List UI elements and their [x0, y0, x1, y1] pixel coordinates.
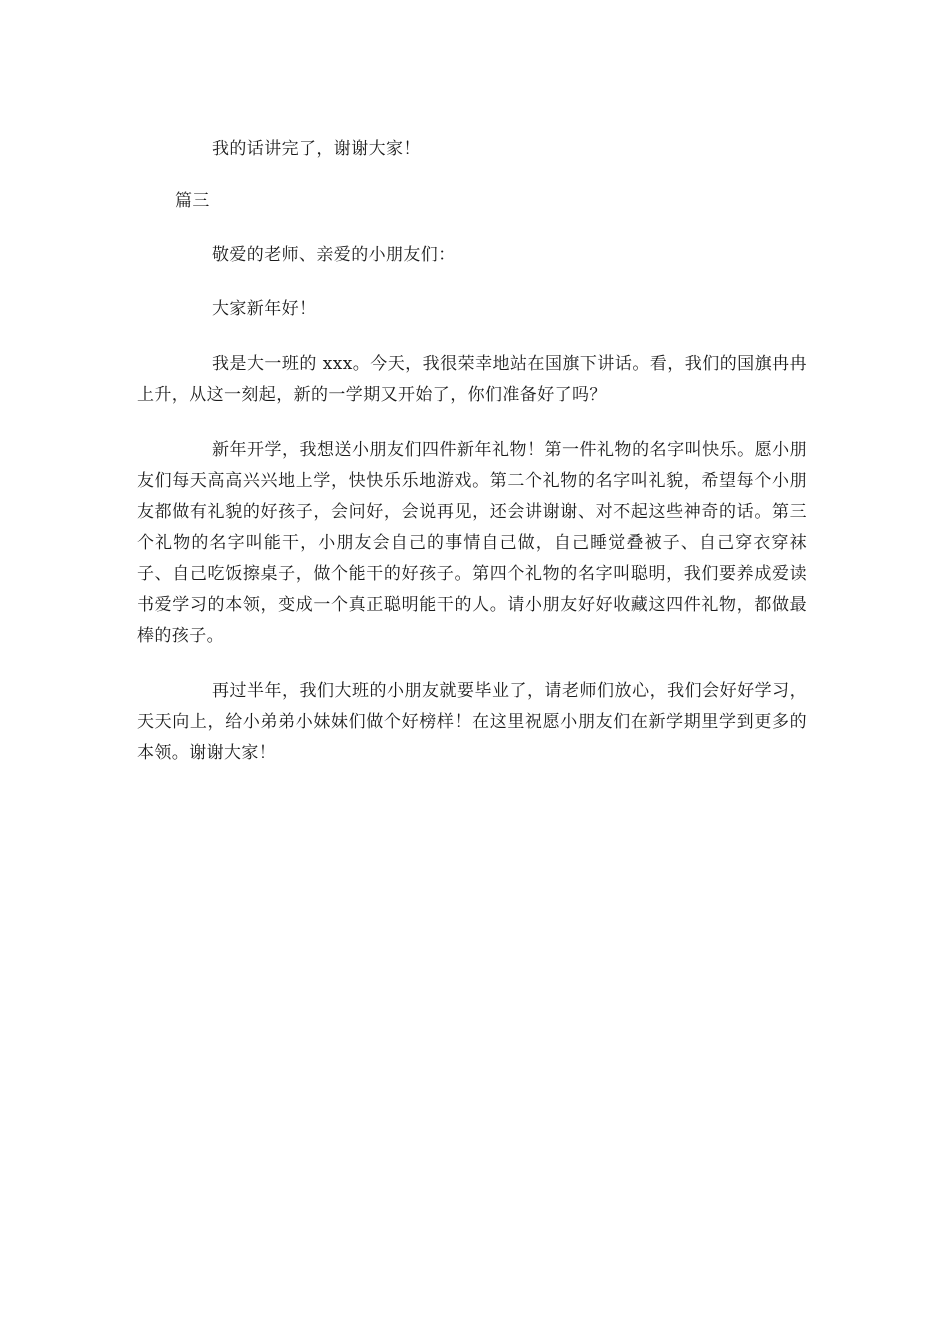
document-body	[137, 134, 807, 769]
paragraph-gifts: 新年开学，我想送小朋友们四件新年礼物！第一件礼物的名字叫快乐。愿小朋友们每天高高兴兴地上学，快快乐乐地游戏。第二个礼物的名字叫礼貌，希望每个小朋友都做有礼貌的好孩子，会问好，会说再见，还会讲谢谢、对不起这些神奇的话。第三个礼物的名字叫能干，小朋友会自己的事情自己做，自己睡觉叠被子、自己穿衣穿袜子、自己吃饭擦桌子，做个能干的好孩子。第四个礼物的名字叫聪明，我们要养成爱读书爱学习的本领，变成一个真正聪明能干的人。请小朋友好好收藏这四件礼物，都做最棒的孩子。	[137, 440, 807, 646]
paragraph-closing: 再过半年，我们大班的小朋友就要毕业了，请老师们放心，我们会好好学习，天天向上，给小弟弟小妹妹们做个好榜样！在这里祝愿小朋友们在新学期里学到更多的本领。谢谢大家！	[137, 681, 807, 763]
paragraph-intro: 我是大一班的 xxx。今天，我很荣幸地站在国旗下讲话。看，我们的国旗冉冉上升，从这一刻起，新的一学期又开始了，你们准备好了吗？	[137, 354, 807, 405]
paragraph-new-year: 大家新年好！	[212, 299, 317, 319]
paragraph-greeting: 敬爱的老师、亲爱的小朋友们：	[212, 245, 456, 265]
paragraph-closing-thanks: 我的话讲完了，谢谢大家！	[212, 139, 421, 159]
section-title: 篇三	[175, 191, 210, 211]
